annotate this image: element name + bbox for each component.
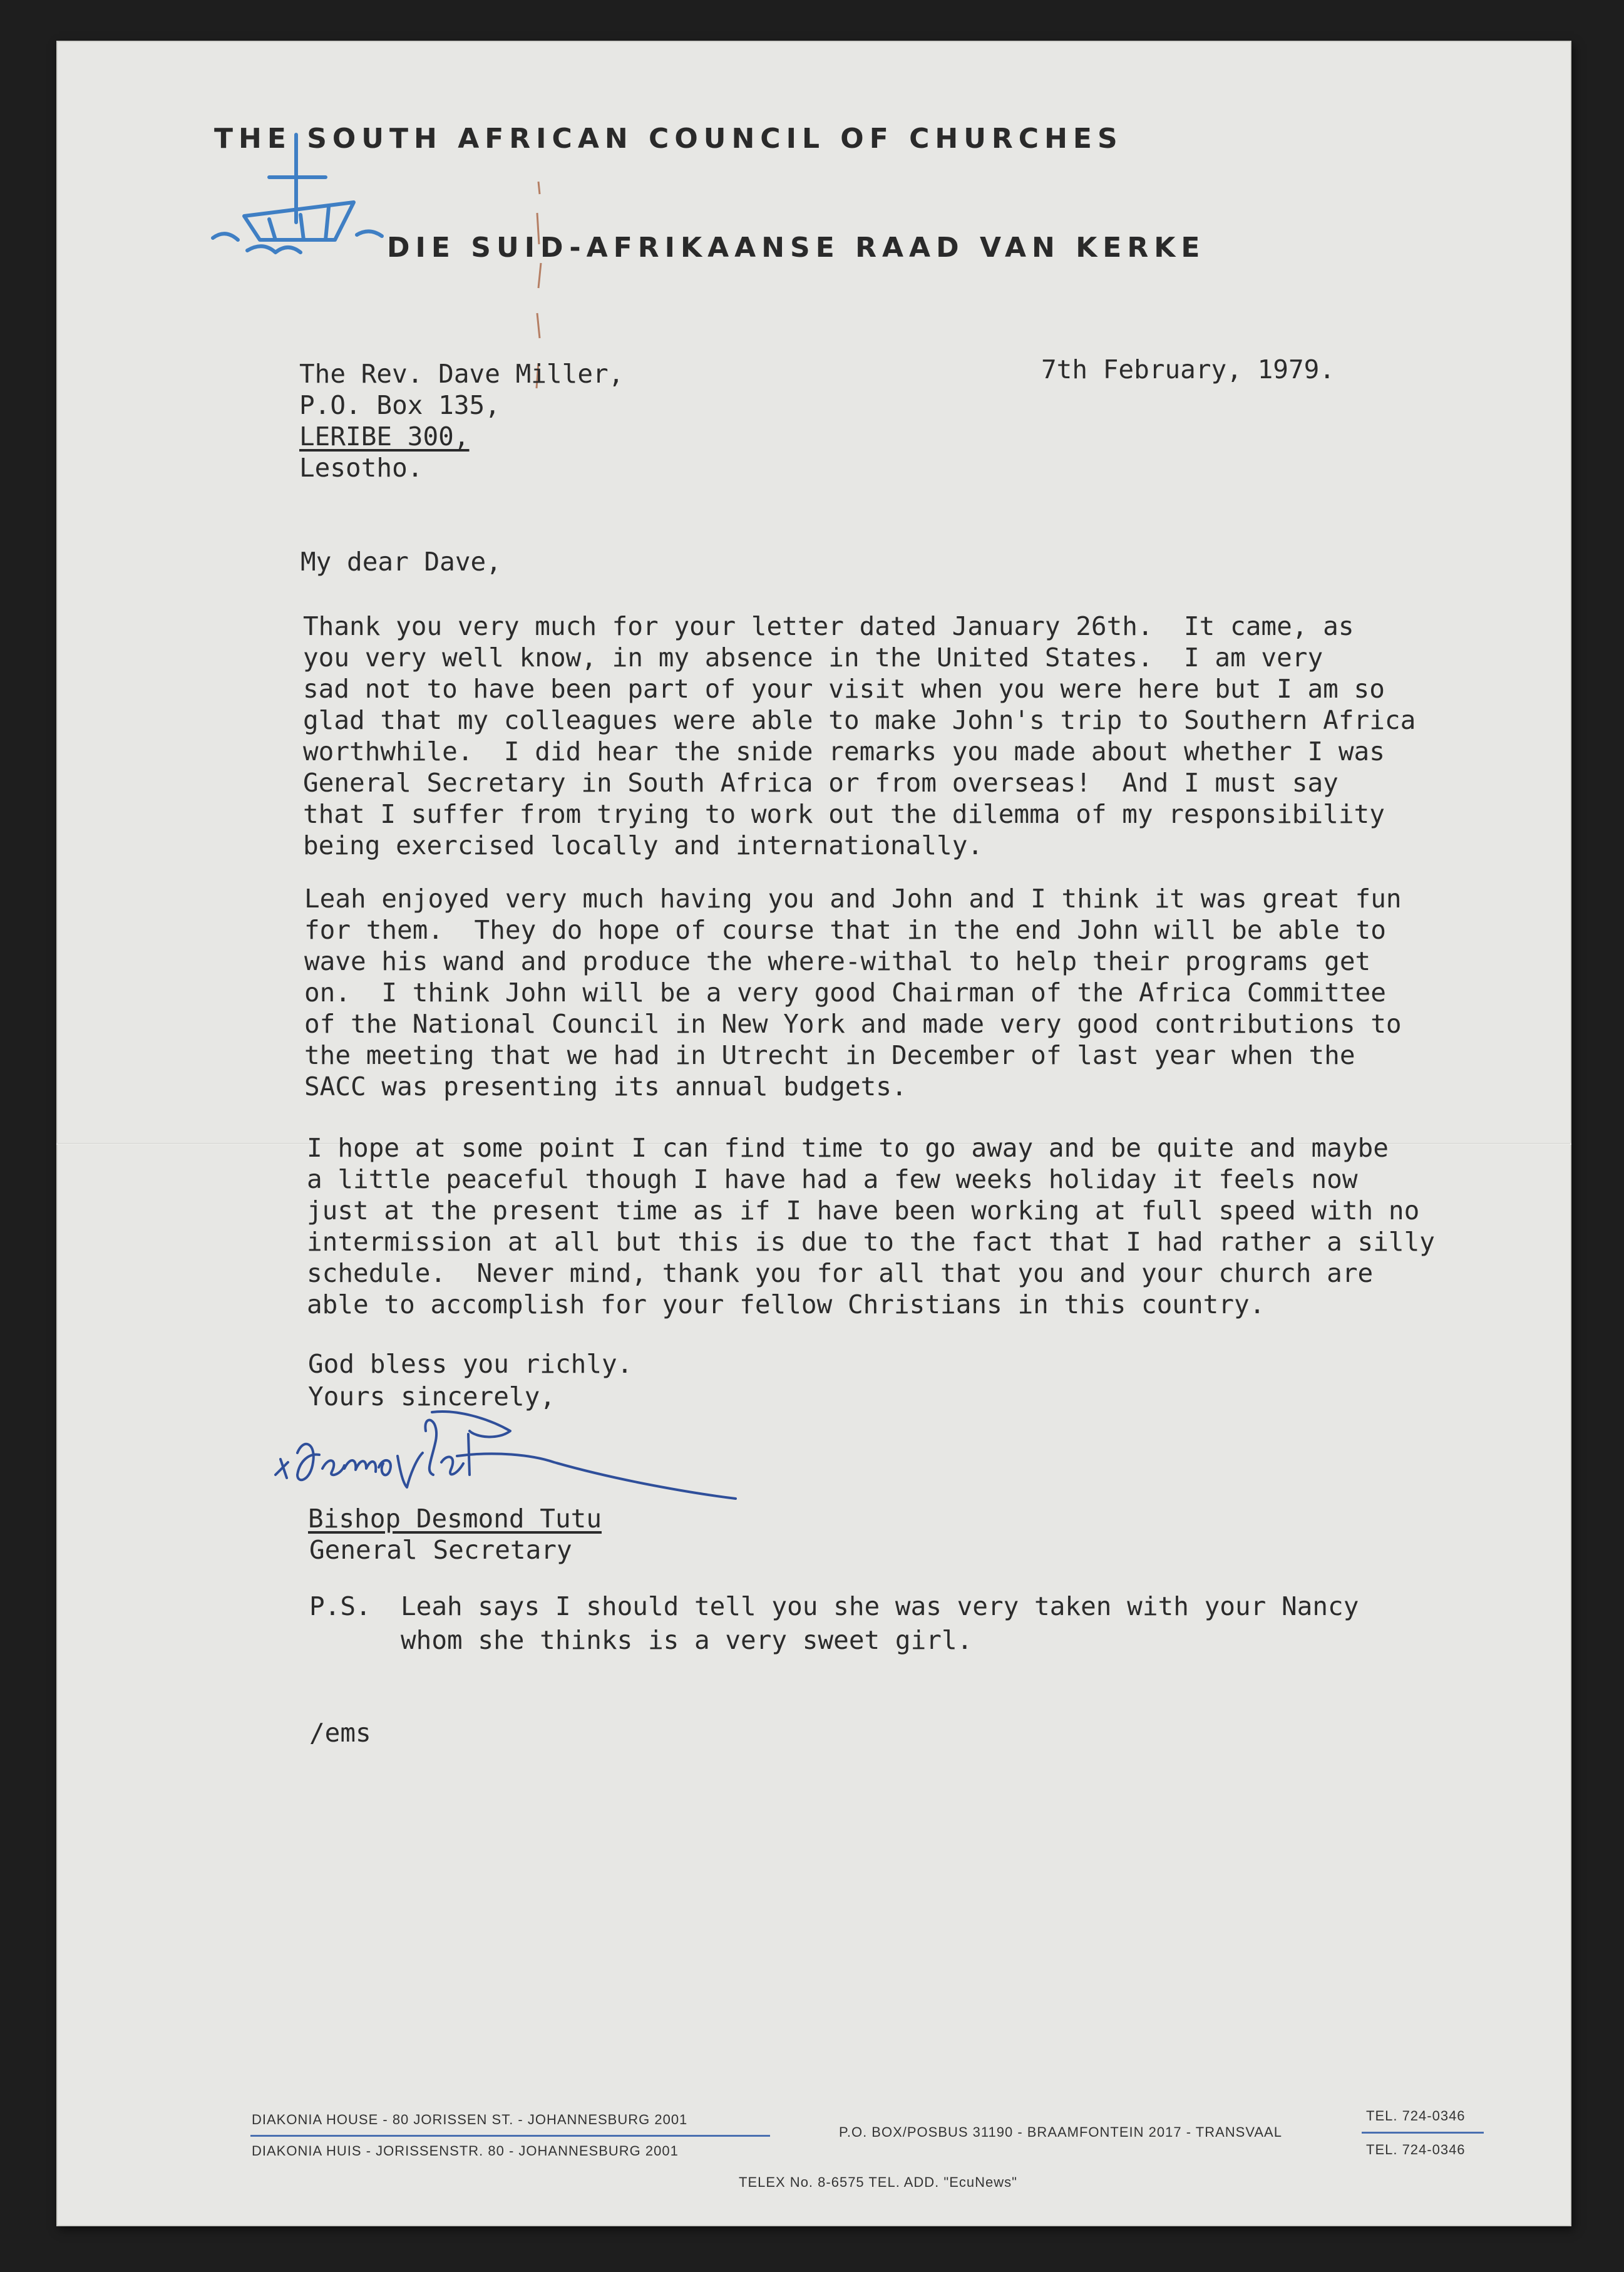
body-line: intermission at all but this is due to the fact that I had rather a silly [307,1227,1435,1257]
body-line: schedule. Never mind, thank you for all that you and your church are [307,1258,1374,1288]
footer-address-en: DIAKONIA HOUSE - 80 JORISSEN ST. - JOHANNESBURG 2001 [252,2112,688,2127]
body-line: glad that my colleagues were able to make John's trip to Southern Africa [303,705,1416,735]
body-line: General Secretary in South Africa or from overseas! And I must say [303,768,1339,798]
typist-reference: /ems [309,1718,371,1748]
body-line: Leah enjoyed very much having you and John and I think it was great fun [304,884,1402,914]
body-line: being exercised locally and internationally. [303,830,984,860]
cross-boat-logo-icon [210,128,385,279]
recipient-line-4: Lesotho. [299,453,423,483]
handwritten-signature [269,1393,751,1512]
body-line: wave his wand and produce the where-withal to help their programs get [304,946,1371,976]
recipient-line-1: The Rev. Dave Miller, [299,359,624,389]
footer-po-box: P.O. BOX/POSBUS 31190 - BRAAMFONTEIN 2017 - TRANSVAAL [839,2124,1282,2140]
footer-rule-left [250,2135,770,2137]
body-line: worthwhile. I did hear the snide remarks you made about whether I was [303,736,1385,767]
postscript-line-1: Leah says I should tell you she was very taken with your Nancy [401,1591,1359,1621]
body-line: I hope at some point I can find time to go away and be quite and maybe [307,1133,1389,1163]
salutation: My dear Dave, [301,547,501,577]
ink-stain-mark [526,169,551,432]
footer-address-af: DIAKONIA HUIS - JORISSENSTR. 80 - JOHANNESBURG 2001 [252,2143,679,2159]
postscript-label: P.S. [309,1591,371,1621]
footer-rule-right [1362,2132,1484,2134]
body-line: that I suffer from trying to work out the dilemma of my responsibility [303,799,1385,829]
body-line: you very well know, in my absence in the United States. I am very [303,643,1323,673]
body-line: the meeting that we had in Utrecht in December of last year when the [304,1040,1355,1070]
postscript-line-2: whom she thinks is a very sweet girl. [401,1625,973,1655]
body-line: sad not to have been part of your visit when you were here but I am so [303,674,1385,704]
closing-blessing: God bless you richly. [308,1349,633,1379]
body-line: for them. They do hope of course that in the end John will be able to [304,915,1386,945]
body-line: of the National Council in New York and made very good contributions to [304,1009,1402,1039]
footer-telex: TELEX No. 8-6575 TEL. ADD. "EcuNews" [739,2174,1017,2190]
body-line: SACC was presenting its annual budgets. [304,1071,907,1102]
body-line: a little peaceful though I have had a few weeks holiday it feels now [307,1164,1358,1194]
letterhead-title-en: THE SOUTH AFRICAN COUNCIL OF CHURCHES [214,123,1123,155]
signatory-name: Bishop Desmond Tutu [308,1504,602,1534]
body-line: just at the present time as if I have been working at full speed with no [307,1195,1420,1226]
signatory-role: General Secretary [309,1535,572,1565]
footer-tel-1: TEL. 724-0346 [1366,2108,1466,2124]
body-line: Thank you very much for your letter dated January 26th. It came, as [303,611,1354,641]
recipient-line-3: LERIBE 300, [299,421,470,452]
footer-tel-2: TEL. 724-0346 [1366,2142,1466,2157]
closing-sincerely: Yours sincerely, [308,1381,555,1412]
recipient-line-2: P.O. Box 135, [299,390,500,420]
letter-date: 7th February, 1979. [1041,354,1335,385]
body-line: able to accomplish for your fellow Christians in this country. [307,1289,1265,1319]
body-line: on. I think John will be a very good Chairman of the Africa Committee [304,978,1386,1008]
letterhead-title-af: DIE SUID-AFRIKAANSE RAAD VAN KERKE [387,232,1206,264]
